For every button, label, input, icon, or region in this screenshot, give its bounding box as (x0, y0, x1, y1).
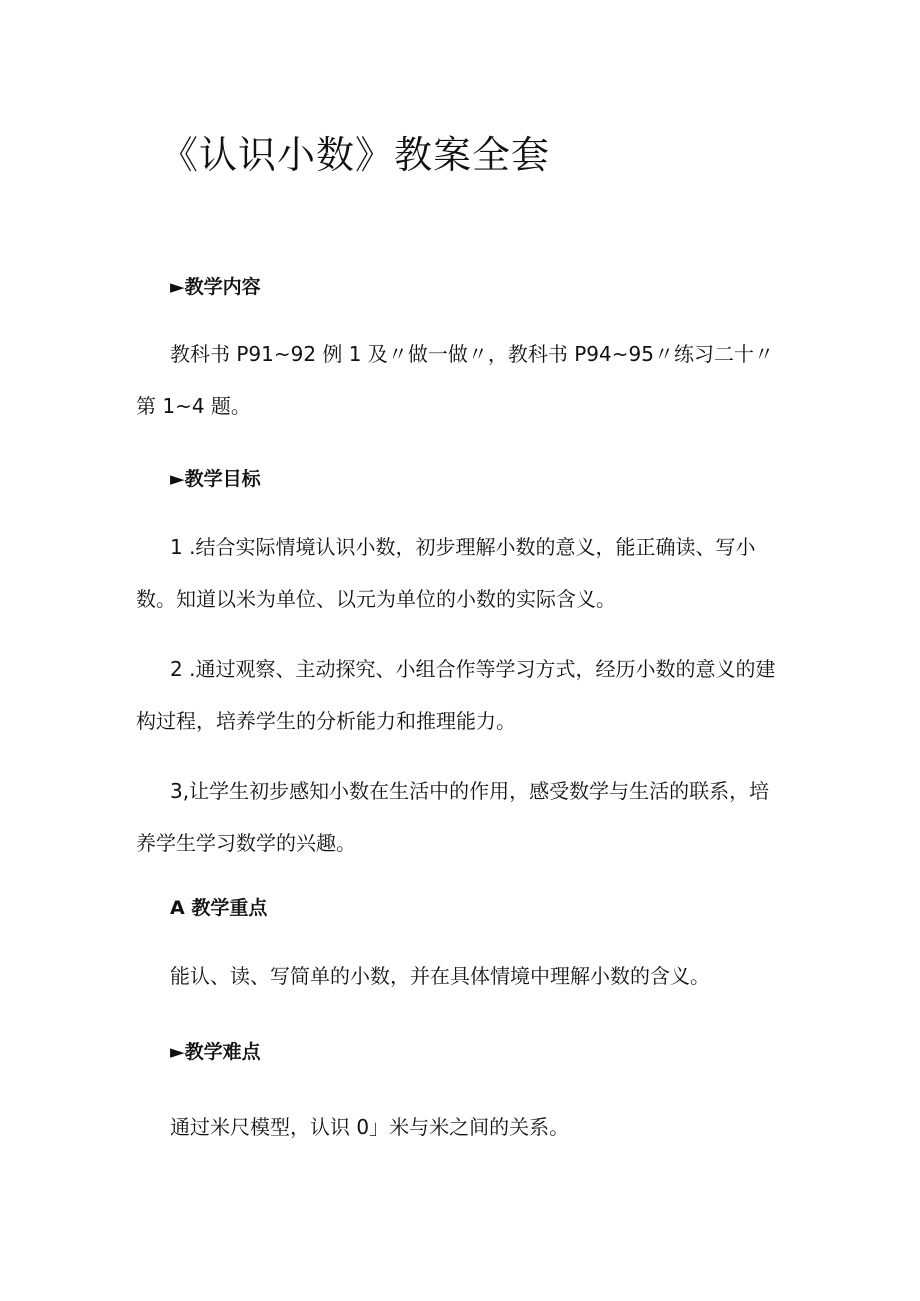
paragraph-line: 3,让学生初步感知小数在生活中的作用，感受数学与生活的联系，培 (170, 779, 770, 803)
objective-item-1 (136, 521, 780, 625)
section-heading-key-points: A 教学重点 (170, 897, 268, 919)
paragraph-line: 构过程，培养学生的分析能力和推理能力。 (136, 709, 516, 733)
paragraph-line: 教科书 P91~92 例 1 及〃做一做〃，教科书 P94~95〃练习二十〃 (170, 342, 774, 366)
paragraph-line: 1 .结合实际情境认识小数，初步理解小数的意义，能正确读、写小 (170, 535, 756, 559)
objective-item-3 (136, 765, 780, 869)
paragraph-line: 2 .通过观察、主动探究、小组合作等学习方式，经历小数的意义的建 (170, 657, 776, 681)
paragraph-line: 通过米尺模型，认识 0」米与米之间的关系。 (170, 1115, 570, 1139)
difficulties-paragraph (170, 1101, 780, 1153)
section-heading-content: ►教学内容 (170, 276, 261, 298)
paragraph-line: 第 1~4 题。 (136, 394, 251, 418)
section-heading-objectives: ►教学目标 (170, 468, 261, 490)
paragraph-line: 能认、读、写简单的小数，并在具体情境中理解小数的含义。 (170, 964, 710, 988)
section-heading-difficulties: ►教学难点 (170, 1041, 261, 1063)
document-title: 《认识小数》教案全套 (160, 133, 551, 177)
paragraph-line: 养学生学习数学的兴趣。 (136, 831, 356, 855)
objective-item-2 (136, 643, 780, 747)
paragraph-line: 数。知道以米为单位、以元为单位的小数的实际含义。 (136, 587, 616, 611)
section-content-paragraph (136, 328, 780, 432)
key-points-paragraph (170, 950, 780, 1002)
